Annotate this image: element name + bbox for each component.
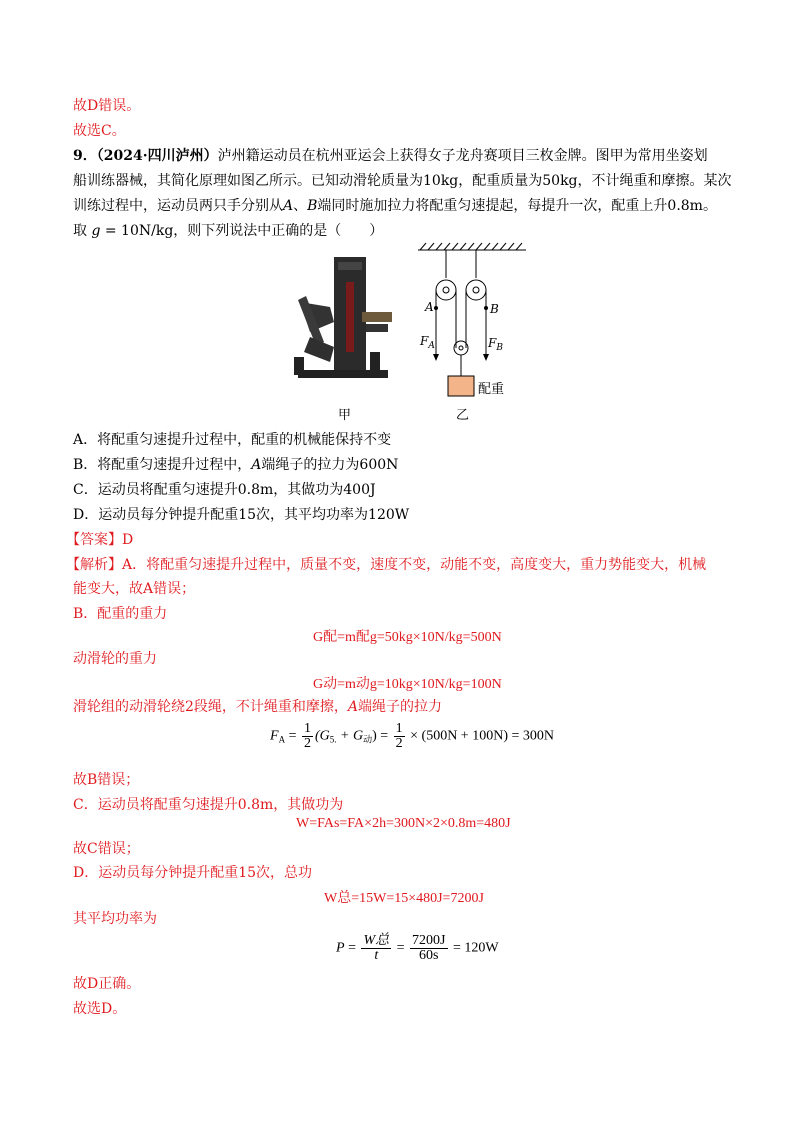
fa-F: F — [420, 334, 429, 348]
figure-jia-caption: 甲 — [338, 408, 352, 423]
eq6-eq: = — [344, 940, 360, 956]
option-b — [73, 456, 398, 474]
eq3-F: F — [270, 728, 279, 744]
rowing-machine-photo — [290, 252, 410, 392]
fa-sub: A — [428, 341, 435, 351]
eq3-frac1 — [302, 722, 313, 751]
figure-yi-caption: 乙 — [456, 408, 470, 423]
eq3-frac2 — [394, 722, 405, 751]
equation-power — [336, 934, 499, 963]
eq6-frac2 — [410, 934, 447, 963]
question-line-4 — [73, 222, 383, 240]
eq3-num2: 1 — [395, 721, 403, 736]
eq3-close: ) = — [372, 728, 392, 744]
fig-label-FA — [420, 334, 435, 351]
analysis-d-right: 故D正确。 — [73, 976, 141, 992]
eq6-num1: W总 — [363, 933, 390, 948]
optB-b: 端绳子的拉力为600N — [261, 457, 399, 473]
analysis-c-wrong: 故C错误； — [73, 841, 140, 857]
q4-a: 取 — [73, 223, 87, 239]
question-line-1 — [73, 147, 708, 165]
line-d-wrong-prev: 故D错误。 — [73, 98, 141, 114]
equation-fa — [270, 722, 554, 751]
fig-label-A: A — [425, 300, 434, 314]
analysis-c: C．运动员将配重匀速提升0.8m，其做功为 — [73, 797, 344, 813]
analysis-line-2: 能变大，故A错误； — [73, 581, 196, 597]
analysis-head: 【解析】 — [66, 557, 122, 573]
analysis-b-wrong: 故B错误； — [73, 772, 140, 788]
q4-g: g — [91, 223, 101, 239]
eq3-den2: 2 — [395, 736, 403, 751]
final-choice: 故选D。 — [73, 1001, 127, 1017]
pulley-diagram — [414, 240, 534, 400]
analysis-pulley — [73, 698, 442, 716]
q3-b: 、 — [293, 198, 308, 214]
eq6-frac1 — [361, 934, 391, 963]
analysis-dyn: 动滑轮的重力 — [73, 651, 157, 667]
answer: 【答案】D — [66, 532, 134, 548]
eq6-P: P — [336, 940, 345, 956]
equation-work: W=FAs=FA×2h=300N×2×0.8m=480J — [296, 816, 511, 831]
fig-weight-label: 配重 — [478, 382, 505, 397]
q3-B: B — [307, 198, 318, 214]
option-d: D．运动员每分钟提升配重15次，其平均功率为120W — [73, 507, 410, 523]
eq6-den1: t — [374, 948, 379, 963]
question-source: （2024·四川泸州） — [96, 148, 218, 164]
q3-A: A — [283, 198, 294, 214]
q3-a: 训练过程中，运动员两只手分别从 — [73, 198, 283, 214]
equation-g-weight: G配=m配g=50kg×10N/kg=500N — [313, 630, 502, 645]
optB-A: A — [251, 457, 262, 473]
pulley-A: A — [347, 699, 359, 715]
q4-b: = 10N/kg，则下列说法中正确的是（ ） — [100, 223, 384, 239]
equation-g-pulley: G动=m动g=10kg×10N/kg=100N — [313, 677, 502, 692]
eq3-sub: A — [278, 734, 286, 745]
q3-c: 端同时施加拉力将配重匀速提起，每提升一次，配重上升0.8m。 — [317, 198, 717, 214]
analysis-text-1: A．将配重匀速提升过程中，质量不变，速度不变，动能不变，高度变大，重力势能变大，机械 — [122, 557, 707, 573]
analysis-power: 其平均功率为 — [73, 911, 157, 927]
fig-label-FB — [488, 336, 503, 353]
eq3-sub1: 5. — [329, 734, 337, 745]
eq6-num2: 7200J — [412, 933, 446, 948]
fig-label-B: B — [490, 302, 499, 316]
option-a: A．将配重匀速提升过程中，配重的机械能保持不变 — [73, 432, 392, 448]
question-line-3 — [73, 197, 717, 215]
pulley-a: 滑轮组的动滑轮绕2段绳，不计绳重和摩擦， — [73, 699, 348, 715]
pulley-b: 端绳子的拉力 — [358, 699, 443, 715]
fb-sub: B — [496, 343, 503, 353]
fb-F: F — [488, 336, 497, 350]
eq3-eq: = — [285, 728, 300, 744]
option-c: C．运动员将配重匀速提升0.8m，其做功为400J — [73, 482, 376, 498]
analysis-line-1 — [66, 556, 706, 574]
eq3-den: 2 — [303, 736, 311, 751]
question-text-1: 泸州籍运动员在杭州亚运会上获得女子龙舟赛项目三枚金牌。图甲为常用坐姿划 — [217, 148, 708, 164]
question-number: 9． — [73, 148, 97, 164]
equation-total-work: W总=15W=15×480J=7200J — [324, 891, 484, 906]
eq3-num: 1 — [303, 721, 311, 736]
eq3-sub2: 动 — [363, 734, 373, 745]
eq6-den2: 60s — [419, 948, 439, 963]
analysis-b: B．配重的重力 — [73, 606, 168, 622]
analysis-d: D．运动员每分钟提升配重15次，总功 — [73, 865, 313, 881]
optB-a: B．将配重匀速提升过程中， — [73, 457, 252, 473]
question-line-2: 船训练器械，其简化原理如图乙所示。已知动滑轮质量为10kg，配重质量为50kg，不计绳重和摩擦。某次 — [73, 173, 732, 189]
line-choose-c: 故选C。 — [73, 123, 126, 139]
eq3-plus: + G — [336, 728, 364, 744]
eq6-tail: = 120W — [449, 940, 499, 956]
eq6-eq2: = — [393, 940, 409, 956]
ceiling-hatch — [418, 243, 526, 250]
eq3-paren: (G — [314, 728, 330, 744]
eq3-tail: × (500N + 100N) = 300N — [406, 728, 554, 744]
